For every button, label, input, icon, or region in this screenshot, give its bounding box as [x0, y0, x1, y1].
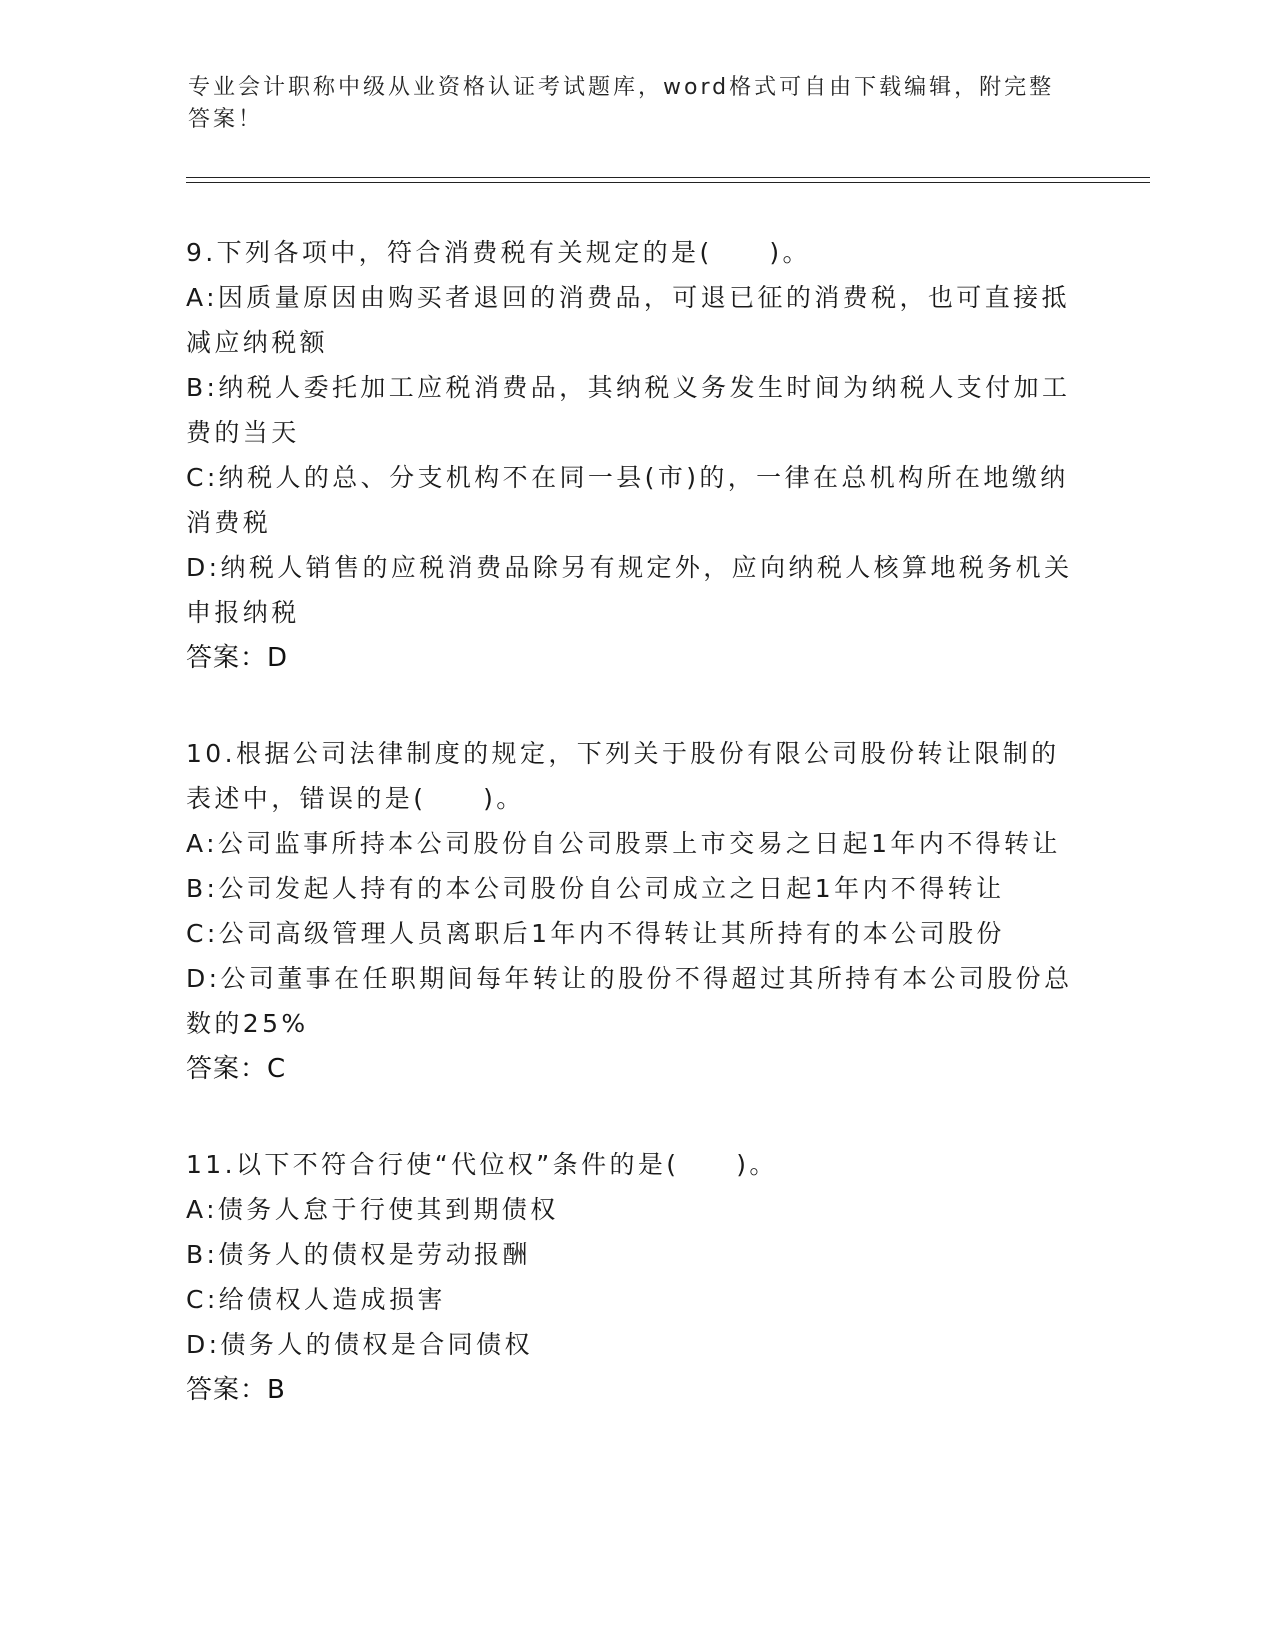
option-d: D:纳税人销售的应税消费品除另有规定外，应向纳税人核算地税务机关申报纳税 [186, 553, 1073, 627]
answer: 答案：D [186, 643, 289, 673]
option-d: D:公司董事在任职期间每年转让的股份不得超过其所持有本公司股份总数的25% [186, 964, 1073, 1038]
question-10 [186, 731, 1076, 1092]
option-a: A:公司监事所持本公司股份自公司股票上市交易之日起1年内不得转让 [186, 829, 1061, 858]
option-b: B:债务人的债权是劳动报酬 [186, 1240, 531, 1269]
header-divider-top [186, 177, 1150, 178]
page-header: 专业会计职称中级从业资格认证考试题库，word格式可自由下载编辑，附完整答案！ [188, 75, 1055, 132]
question-stem: 9.下列各项中，符合消费税有关规定的是( )。 [186, 238, 811, 267]
question-stem: 11.以下不符合行使“代位权”条件的是( )。 [186, 1150, 778, 1179]
option-a: A:因质量原因由购买者退回的消费品，可退已征的消费税，也可直接抵减应纳税额 [186, 283, 1070, 357]
option-c: C:纳税人的总、分支机构不在同一县(市)的，一律在总机构所在地缴纳消费税 [186, 463, 1069, 537]
header-divider-bottom [186, 182, 1150, 183]
question-list [186, 230, 1076, 1463]
option-a: A:债务人怠于行使其到期债权 [186, 1195, 559, 1224]
question-stem: 10.根据公司法律制度的规定，下列关于股份有限公司股份转让限制的表述中，错误的是( )。 [186, 739, 1060, 813]
answer: 答案：C [186, 1054, 287, 1084]
question-9 [186, 230, 1076, 681]
option-d: D:债务人的债权是合同债权 [186, 1330, 533, 1359]
option-c: C:给债权人造成损害 [186, 1285, 446, 1314]
option-b: B:公司发起人持有的本公司股份自公司成立之日起1年内不得转让 [186, 874, 1005, 903]
option-b: B:纳税人委托加工应税消费品，其纳税义务发生时间为纳税人支付加工费的当天 [186, 373, 1071, 447]
answer: 答案：B [186, 1375, 286, 1405]
option-c: C:公司高级管理人员离职后1年内不得转让其所持有的本公司股份 [186, 919, 1005, 948]
question-11 [186, 1142, 1076, 1413]
